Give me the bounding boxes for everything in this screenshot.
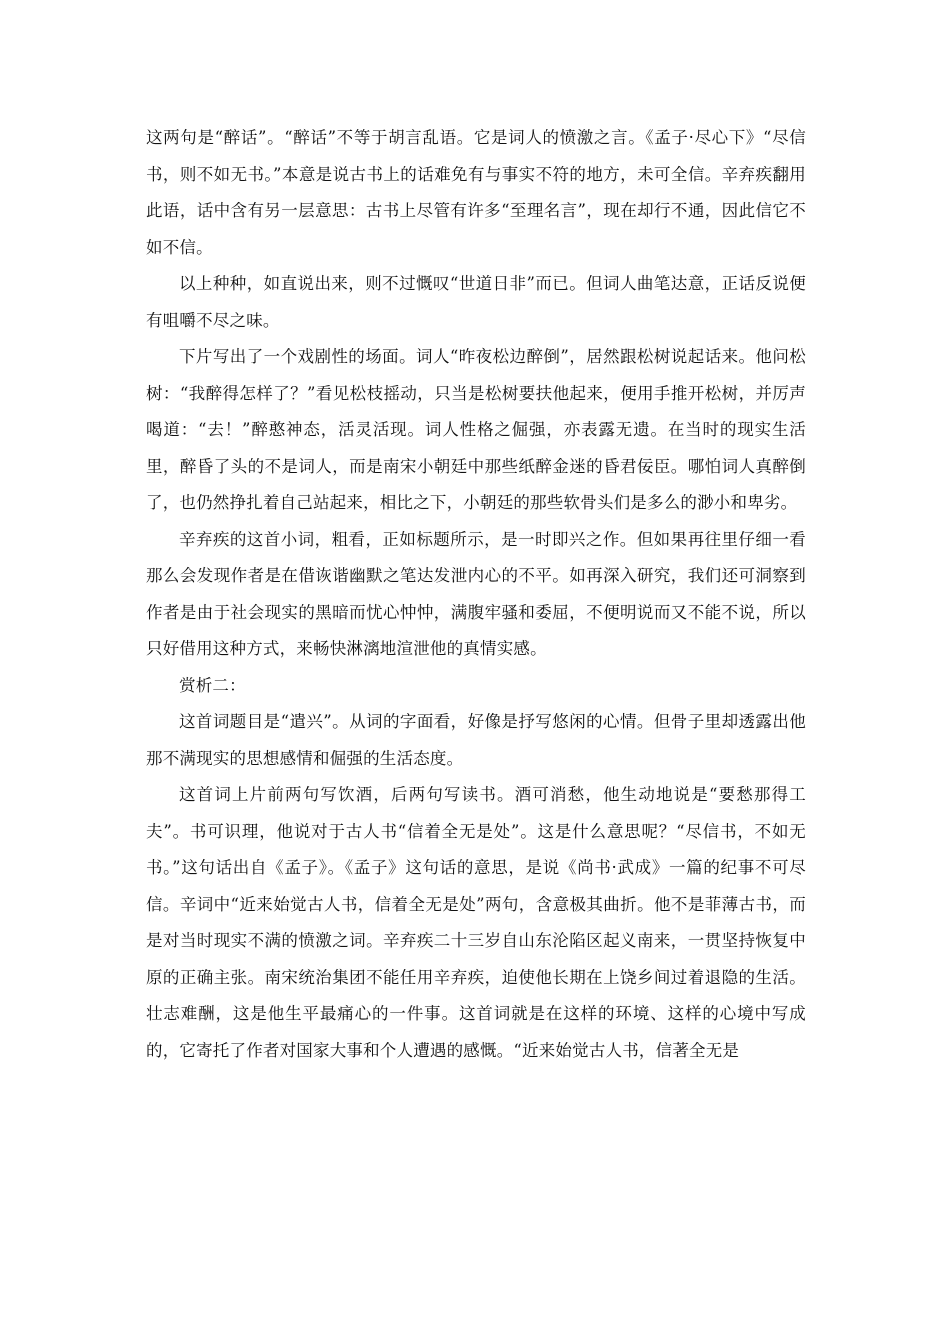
section-heading-appreciation-2: 赏析二： [179,675,246,695]
document-body [146,120,806,1069]
paragraph-5: 这首词题目是“遣兴”。从词的字面看，好像是抒写悠闲的心情。但骨子里却透露出他那不满现实的思想感情和倔强的生活态度。 [146,712,806,768]
paragraph-1: 这两句是“醉话”。“醉话”不等于胡言乱语。它是词人的愤激之言。《孟子·尽心下》“尽信书，则不如无书。”本意是说古书上的话难免有与事实不符的地方，未可全信。辛弃疾翻用此语，话中含有另一层意思：古书上尽管有许多“至理名言”，现在却行不通，因此信它不如不信。 [146,128,806,257]
paragraph-4: 辛弃疾的这首小词，粗看，正如标题所示，是一时即兴之作。但如果再往里仔细一看那么会发现作者是在借诙谐幽默之笔达发泄内心的不平。如再深入研究，我们还可洞察到作者是由于社会现实的黑暗而忧心忡忡，满腹牢骚和委屈，不便明说而又不能不说，所以只好借用这种方式，来畅快淋漓地渲泄他的真情实感。 [146,529,806,658]
paragraph-3: 下片写出了一个戏剧性的场面。词人“昨夜松边醉倒”，居然跟松树说起话来。他问松树：“我醉得怎样了？”看见松枝摇动，只当是松树要扶他起来，便用手推开松树，并厉声喝道：“去！”醉憨神态，活灵活现。词人性格之倔强，亦表露无遗。在当时的现实生活里，醉昏了头的不是词人，而是南宋小朝廷中那些纸醉金迷的昏君佞臣。哪怕词人真醉倒了，也仍然挣扎着自己站起来，相比之下，小朝廷的那些软骨头们是多么的渺小和卑劣。 [146,347,806,512]
paragraph-2: 以上种种，如直说出来，则不过慨叹“世道日非”而已。但词人曲笔达意，正话反说便有咀嚼不尽之味。 [146,274,806,330]
paragraph-6: 这首词上片前两句写饮酒，后两句写读书。酒可消愁，他生动地说是“要愁那得工夫”。书可识理，他说对于古人书“信着全无是处”。这是什么意思呢？“尽信书，不如无书。”这句话出自《孟子》。《孟子》这句话的意思，是说《尚书·武成》一篇的纪事不可尽信。辛词中“近来始觉古人书，信着全无是处”两句，含意极其曲折。他不是菲薄古书，而是对当时现实不满的愤激之词。辛弃疾二十三岁自山东沦陷区起义南来，一贯坚持恢复中原的正确主张。南宋统治集团不能任用辛弃疾，迫使他长期在上饶乡间过着退隐的生活。壮志难酬，这是他生平最痛心的一件事。这首词就是在这样的环境、这样的心境中写成的，它寄托了作者对国家大事和个人遭遇的感慨。“近来始觉古人书，信著全无是 [146,785,806,1060]
